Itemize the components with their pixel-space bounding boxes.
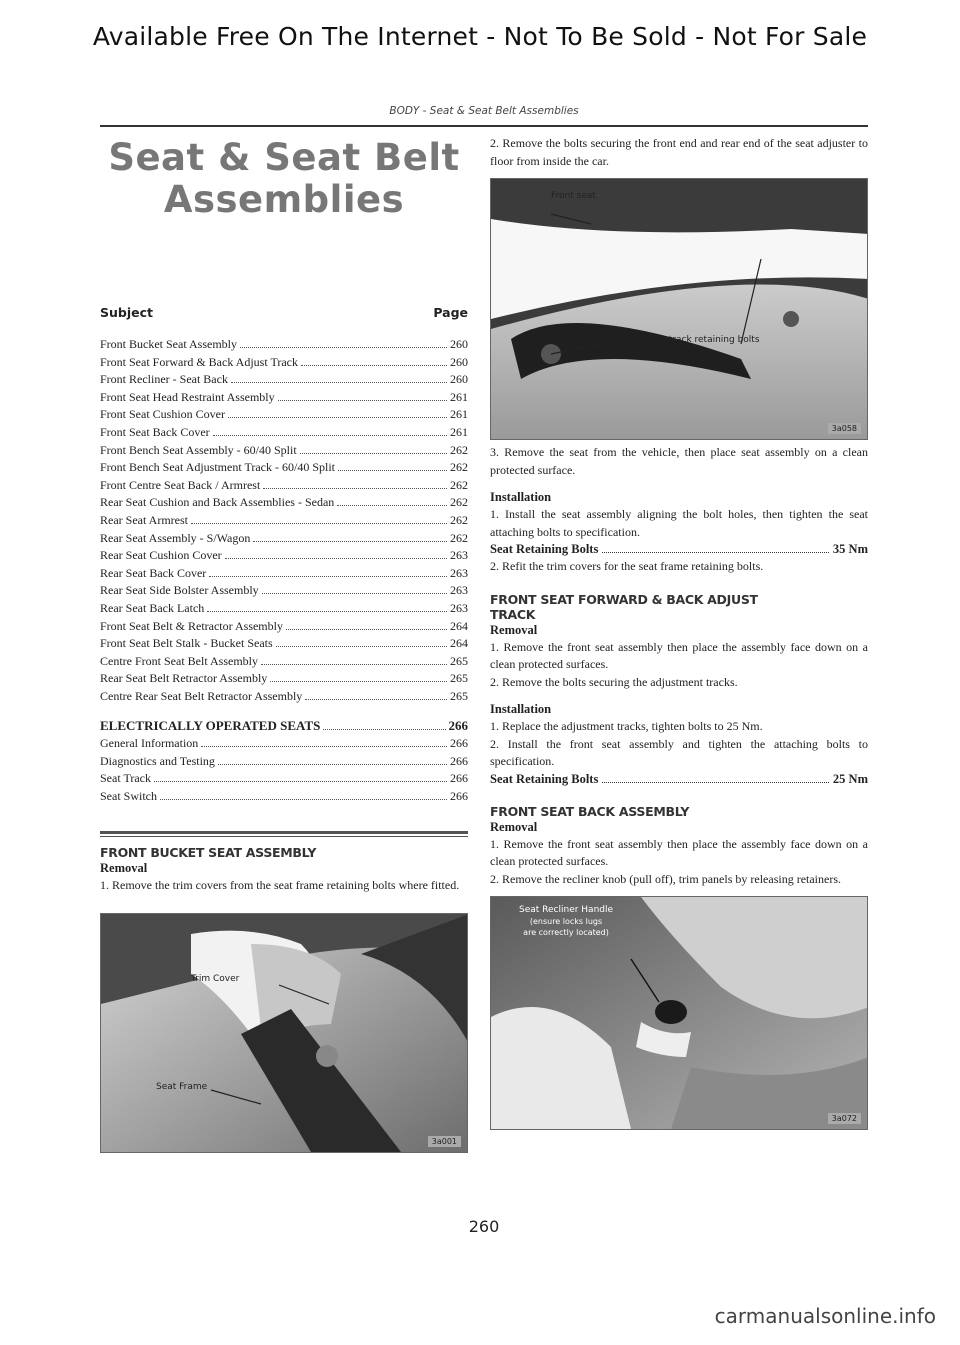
toc-entry-page: 265 [450, 671, 468, 686]
table-of-contents [100, 336, 468, 705]
toc-entry-page: 262 [450, 512, 468, 527]
toc-entry[interactable] [100, 600, 468, 618]
back-removal-step-2: 2. Remove the recliner knob (pull off), trim panels by releasing retainers. [490, 871, 841, 886]
track-removal-subheading: Removal [490, 622, 538, 637]
toc-entry[interactable] [100, 770, 468, 788]
installation-subheading: Installation [490, 490, 552, 504]
toc-entry[interactable] [100, 565, 468, 583]
toc-entry-page: 261 [450, 389, 468, 404]
toc-subject-label: Subject [100, 305, 153, 320]
toc-entry-page: 263 [450, 565, 468, 580]
toc-entry-label: Rear Seat Back Latch [100, 600, 205, 615]
track-removal-step-1: 1. Remove the front seat assembly then place the assembly face down on a clean protected surfaces. [490, 639, 868, 671]
toc-entry-label: Centre Front Seat Belt Assembly [100, 653, 258, 668]
toc-entry-page: 266 [450, 736, 468, 751]
removal-step-2: 2. Remove the bolts securing the front end and rear end of the seat adjuster to floor from inside the car. [490, 136, 868, 168]
photo-label-seat-frame: Seat Frame [156, 1081, 208, 1092]
toc-entry-label: Front Centre Seat Back / Armrest [100, 477, 261, 492]
availability-banner: Available Free On The Internet - Not To Be Sold - Not For Sale [92, 22, 868, 51]
toc-entry[interactable] [100, 336, 468, 354]
toc-entry-page: 266 [450, 788, 468, 803]
toc-entry-page: 263 [450, 583, 468, 598]
toc-entry-page: 265 [450, 653, 468, 668]
page-number: 260 [468, 1217, 500, 1236]
toc-entry-label: Front Recliner - Seat Back [100, 372, 228, 387]
toc-entry[interactable] [100, 371, 468, 389]
toc-entry-label: Centre Rear Seat Belt Retractor Assembly [100, 688, 303, 703]
toc-entry[interactable] [100, 424, 468, 442]
toc-entry[interactable] [100, 512, 468, 530]
toc-entry-label: Rear Seat Belt Retractor Assembly [100, 671, 268, 686]
toc-entry-page: 262 [450, 442, 468, 457]
spec-label: Seat Retaining Bolts [490, 542, 599, 556]
toc-electric-heading[interactable]: ELECTRICALLY OPERATED SEATS 266 [100, 718, 468, 734]
toc-entry-label: Front Bench Seat Adjustment Track - 60/40 Split [100, 460, 336, 475]
toc-entry-page: 262 [450, 495, 468, 510]
toc-entry-page: 266 [450, 771, 468, 786]
toc-electric-list [100, 735, 468, 805]
watermark: carmanualsonline.info [714, 1304, 936, 1328]
section-heading-adjust-track: FRONT SEAT FORWARD & BACK ADJUST TRACK [490, 591, 758, 622]
toc-entry-label: Rear Seat Assembly - S/Wagon [100, 530, 251, 545]
title-line-2: Assemblies [163, 178, 405, 221]
installation-step-2: 2. Refit the trim covers for the seat frame retaining bolts. [490, 559, 764, 573]
toc-entry[interactable] [100, 788, 468, 806]
toc-entry-page: 260 [450, 354, 468, 369]
spec-seat-retaining-bolts [490, 541, 868, 558]
photo-code: 3a058 [828, 423, 861, 434]
toc-entry-page: 262 [450, 460, 468, 475]
toc-entry[interactable] [100, 753, 468, 771]
section-heading-seat-back: FRONT SEAT BACK ASSEMBLY [490, 803, 690, 819]
photo-label-recliner: Seat Recliner Handle (ensure locks lugs are correctly located) [519, 905, 614, 937]
header-rule [100, 125, 868, 127]
spec-seat-retaining-bolts-track [490, 771, 868, 788]
left-column [100, 135, 468, 1153]
toc-entry[interactable] [100, 442, 468, 460]
toc-entry-page: 260 [450, 372, 468, 387]
track-installation-subheading: Installation [490, 702, 552, 716]
running-header: BODY - Seat & Seat Belt Assemblies [389, 105, 579, 117]
right-column [490, 135, 868, 1130]
toc-entry-label: Diagnostics and Testing [100, 753, 215, 768]
spec-value: 25 Nm [832, 771, 868, 786]
toc-entry-label: Front Seat Head Restraint Assembly [100, 389, 275, 404]
back-removal-step-1: 1. Remove the front seat assembly then place the assembly face down on a clean protected surfaces. [490, 836, 868, 868]
toc-entry-page: 265 [450, 688, 468, 703]
photo-front-seat-track [490, 178, 868, 440]
toc-entry-label: Seat Track [100, 771, 151, 786]
track-installation-step-2: 2. Install the front seat assembly and tighten the attaching bolts to specification. [490, 736, 868, 768]
toc-entry[interactable] [100, 389, 468, 407]
removal-step-3: 3. Remove the seat from the vehicle, then place seat assembly on a clean protected surface. [490, 445, 868, 477]
photo-label-track-bolts: Front seat track retaining bolts [621, 335, 760, 345]
title-line-1: Seat & Seat Belt [108, 136, 460, 179]
toc-entry[interactable] [100, 494, 468, 512]
toc-header [100, 305, 468, 320]
toc-entry-page: 261 [450, 407, 468, 422]
track-removal-step-2: 2. Remove the bolts securing the adjustment tracks. [490, 674, 738, 689]
section-heading-front-bucket-seat: FRONT BUCKET SEAT ASSEMBLY [100, 845, 317, 861]
photo-code: 3a001 [428, 1136, 461, 1147]
toc-entry-label: Front Bucket Seat Assembly [100, 337, 237, 351]
toc-entry[interactable] [100, 688, 468, 706]
toc-entry-page: 261 [450, 424, 468, 439]
toc-entry[interactable] [100, 406, 468, 424]
section-divider [100, 831, 468, 837]
toc-entry-label: Rear Seat Side Bolster Assembly [100, 583, 259, 598]
toc-entry[interactable] [100, 582, 468, 600]
toc-entry[interactable] [100, 653, 468, 671]
toc-entry-label: Rear Seat Cushion and Back Assemblies - Sedan [100, 495, 335, 510]
toc-entry[interactable] [100, 618, 468, 636]
spec-label: Seat Retaining Bolts [490, 771, 599, 786]
manual-page [100, 105, 868, 1245]
photo-recliner-handle [490, 896, 868, 1130]
toc-entry-page: 263 [450, 548, 468, 563]
photo-trim-cover [100, 913, 468, 1153]
toc-entry-label: Front Seat Cushion Cover [100, 407, 225, 422]
toc-entry-page: 263 [450, 600, 468, 615]
spec-value: 35 Nm [832, 542, 868, 556]
seat-track-photo-image [491, 179, 868, 439]
toc-entry[interactable] [100, 459, 468, 477]
photo-code: 3a072 [828, 1113, 861, 1124]
toc-entry[interactable] [100, 670, 468, 688]
toc-entry-page: 264 [450, 636, 468, 651]
toc-entry[interactable] [100, 530, 468, 548]
toc-entry-page: 260 [450, 337, 468, 351]
removal-step-1: 1. Remove the trim covers from the seat frame retaining bolts where fitted. [100, 878, 460, 893]
toc-entry-label: Rear Seat Armrest [100, 512, 188, 527]
toc-entry-page: 264 [450, 618, 468, 633]
toc-entry[interactable] [100, 354, 468, 372]
toc-entry-label: Seat Switch [100, 788, 157, 803]
toc-entry-page: 266 [450, 753, 468, 768]
toc-entry-label: Rear Seat Cushion Cover [100, 548, 222, 563]
track-installation-step-1: 1. Replace the adjustment tracks, tighten bolts to 25 Nm. [490, 719, 763, 733]
toc-entry[interactable] [100, 635, 468, 653]
toc-entry-page: 262 [450, 530, 468, 545]
toc-entry[interactable] [100, 477, 468, 495]
trim-cover-photo-image [101, 914, 468, 1152]
toc-entry-label: Front Seat Back Cover [100, 424, 210, 439]
toc-entry-label: Front Seat Belt Stalk - Bucket Seats [100, 636, 273, 651]
toc-entry[interactable] [100, 735, 468, 753]
installation-step-1: 1. Install the seat assembly aligning the bolt holes, then tighten the seat attaching bolts to specification. [490, 507, 868, 539]
toc-entry-label: Front Bench Seat Assembly - 60/40 Split [100, 442, 297, 457]
removal-subheading: Removal [100, 861, 148, 876]
toc-entry[interactable] [100, 547, 468, 565]
toc-entry-label: Front Seat Forward & Back Adjust Track [100, 354, 298, 369]
back-removal-subheading: Removal [490, 819, 538, 834]
toc-entry-label: Rear Seat Back Cover [100, 565, 207, 580]
toc-entry-page: 262 [450, 477, 468, 492]
photo-label-trim-cover: Trim Cover [191, 973, 240, 984]
toc-entry-label: General Information [100, 736, 199, 751]
toc-entry-label: Front Seat Belt & Retractor Assembly [100, 618, 283, 633]
page-title [100, 137, 468, 221]
photo-label-front-seat: Front seat [551, 191, 596, 201]
toc-page-label: Page [433, 305, 468, 320]
